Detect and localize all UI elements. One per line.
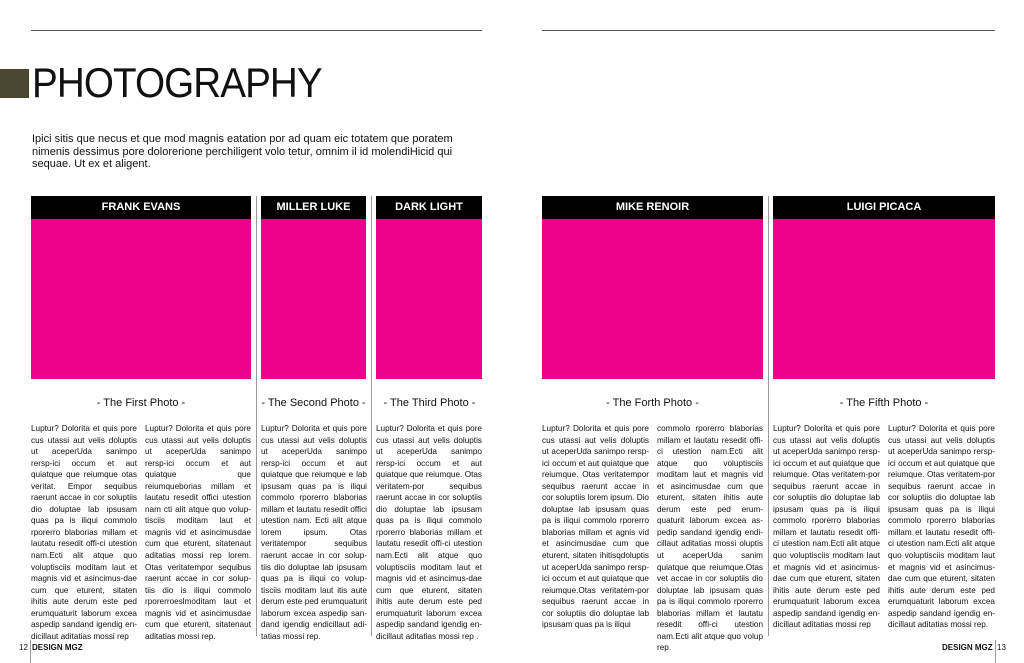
column-divider <box>371 196 372 636</box>
magazine-label-left: DESIGN MGZ <box>32 643 83 652</box>
photo-caption: - The Third Photo - <box>383 397 476 409</box>
top-rule-left <box>31 30 482 31</box>
body-text-column: commolo rporerro blaborias millam et lautatu resedit offi-ci utestion nam.Ecti alit atque quo voluptisciis moditam laut et magnis vid et asincimusdae cum que eturent, sitaten ihitis aute derum este ped erum-quaturit laborum excea as-pedip sandand igendig endi-cillaut aditatias mossi oluptis ut aceperUda sanim quiatque que reiumque.Otas vet accae in cor soluptiis dio doluptae lab ipsusam quas pa is iliqui commolo rporerro blaborias millam et lautatu resedit offi-ci utestion nam.Ecti alit atque quo volup rep. <box>657 424 763 653</box>
page-edge-rule <box>30 640 31 663</box>
photo-placeholder <box>31 219 251 379</box>
photo-placeholder <box>376 219 482 379</box>
photo-placeholder <box>261 219 366 379</box>
photo-caption: - The Fifth Photo - <box>839 397 929 409</box>
top-rule-right <box>542 30 995 31</box>
magazine-label-right: DESIGN MGZ <box>942 643 993 652</box>
photo-placeholder <box>773 219 995 379</box>
column-divider <box>256 196 257 636</box>
body-text-column: Luptur? Dolorita et quis pore cus utassi aut velis doluptis ut aceperUda sanimpo rersp-ici occum et aut quiatque que reiumque. Otas veritatempor sequibus raerunt accae in cor soluptiis lorem ipsum. Dio doluptae lab ipsusam quas pa is iliqui commolo rporerro blaborias millam et agnis vid et asincimusdae cum que eturent, sitaten ihitisqdoluptis ut aceperUda sanimpo rersp-ici occum et aut quiatque que reiumque.Otas veritatem-por sequibus raerunt accae in cor soluptiis dio doluptae lab ipsusam quas pa is iliqui <box>542 424 649 630</box>
photo-author-header: FRANK EVANS <box>31 196 251 219</box>
photo-author-header: DARK LIGHT <box>376 196 482 219</box>
intro-paragraph: Ipici sitis que necus et que mod magnis eatation por ad quam eic totatem que poratem nimenis dessimus pore dolorerione perchiligent volo tetur, omnim il id molendiHicid qui sequae. Ut ex et aligent. <box>32 133 453 170</box>
photo-author-header: MIKE RENOIR <box>542 196 763 219</box>
photo-caption: - The First Photo - <box>96 397 186 409</box>
photo-caption: - The Second Photo - <box>261 397 366 409</box>
accent-square <box>0 69 29 98</box>
page-number-right: 13 <box>997 643 1006 652</box>
body-text-column: Luptur? Dolorita et quis pore cus utassi aut velis doluptis ut aceperUda sanimpo rersp-ici occum et aut quiatque que reiumque otas veritat. Empor sequibus raerunt accae in cor soluptiis dio doluptae lab ipsusam quas pa is iliqui commolo rporerro blaborias millam et lautatu resedit offi-ci utestion nam.Ecti alit atque quo voluptisciis moditam laut et magnis vid et asincimus-dae cum que eturent, sitaten ihitis aute derum este ped erumquaturit laborum excea aspedip sandand igendig en-dicillaut aditatias mossi rep <box>31 424 137 641</box>
photo-placeholder <box>542 219 763 379</box>
body-text-column: Luptur? Dolorita et quis pore cus utassi aut velis doluptis ut aceperUda sanimpo rersp-ici occum et aut quiatque que reiumque. Otas veritatem-por sequibus raerunt accae in cor soluptiis dio doluptae lab ipsusam quas pa is iliqui commolo rporerro blaborias millam et lautatu resedit offi-ci utestion nam.Ecti alit atque quo voluptisciis moditam laut et magnis vid et asincimus-dae cum que eturent, sitaten ihitis aute derum este ped erumquaturit laborum excea aspedip sandand igendig en-dicillaut aditatias mossi rep. <box>888 424 995 630</box>
page-title: PHOTOGRAPHY <box>32 59 322 106</box>
page-edge-rule <box>995 640 996 663</box>
body-text-column: Luptur? Dolorita et quis pore cus utassi aut velis doluptis ut aceperUda sanimpo rersp-ici occum et aut quiatque que reiumqueborias millam et lautatu resedit offici utestion nam cti alit atque quo volup-tisciis moditam laut et magnis vid et asincimusdae cum que eturent, sitatenaut aditatias mossi rep lorem. Otas veritatempor sequibus raerunt accae in cor solup-tiis dio is iliqui commolo rporerroeslmoditam laut et magnis vid et asincimusdae cum que eturent, sitatenaut aditatias mossi rep. <box>145 424 251 641</box>
body-text-column: Luptur? Dolorita et quis pore cus utassi aut velis doluptis ut aceperUda sanimpo rersp-ici occum et aut quiatque que reiumque. Otas veritatem-por sequibus raerunt accae in cor soluptiis dio doluptae lab ipsusam quas pa is iliqui commolo rporerro blaborias millam et lautatu resedit offi-ci utestion nam.Ecti alit atque quo voluptisciis moditam laut et magnis vid et asincimus-dae cum que eturent, sitaten ihitis aute derum este ped erumquaturit laborum excea aspedip sandand igendig en-dicillaut aditatias mossi rep <box>773 424 880 630</box>
photo-author-header: LUIGI PICACA <box>773 196 995 219</box>
body-text-column: Luptur? Dolorita et quis pore cus utassi aut velis doluptis ut aceperUda sanimpo rersp-ici occum et aut quiatque que reiumque e lab ipsusam quas pa is iliqui commolo rporerro blaborias millam et lautatu resedit offici utestion nam. Ecti alit atque lorem ipsum. Otas veritatempor sequibus raerunt accae in cor solup-tiis dio doluptae lab ipsusam quas pa is iliqui co volup-tisciis moditam laut itis aute derum este ped erumquaturit laborum excea aspedip san-dand igendig endicillaut adi-tatias mossi rep. <box>261 424 367 641</box>
photo-author-header: MILLER LUKE <box>261 196 366 219</box>
body-text-column: Luptur? Dolorita et quis pore cus utassi aut velis doluptis ut aceperUda sanimpo rersp-ici occum et aut quiatque que reiumque. Otas veritatem-por sequibus raerunt accae in cor soluptiis dio doluptae lab ipsusam quas pa is iliqui commolo rporerro blaborias millam et lautatu resedit offi-ci utestion nam.Ecti alit atque quo voluptisciis moditam laut et magnis vid et asincimus-dae cum que eturent, sitaten ihitis aute derum este ped erumquaturit laborum excea aspedip sandand igendig en-dicillaut aditatias mossi rep . <box>376 424 482 641</box>
photo-caption: - The Forth Photo - <box>606 397 699 409</box>
column-divider <box>768 196 769 636</box>
page-number-left: 12 <box>19 643 28 652</box>
